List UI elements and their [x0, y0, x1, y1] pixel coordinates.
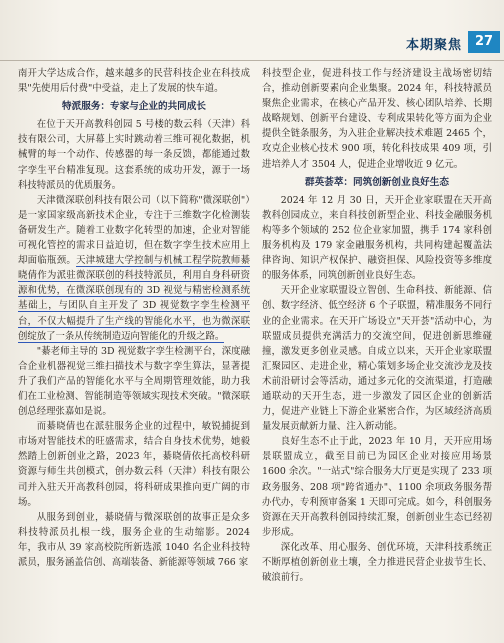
left-column [18, 66, 250, 570]
paragraph: 2024 年 12 月 30 日，天开企业家联盟在天开高教科创园成立，来自科技创新型企业、科技金融服务机构等多个领域的 252 位企业家加盟，携手 174 家科创服务机构及 179 家金融服务机构，共同构建起覆盖法律咨询、知识产权保护、融资担保、风险投资等多维度的服务体系，同筑创新创业良好生态。 [262, 194, 492, 282]
right-column [262, 66, 492, 585]
paragraph: 天开企业家联盟设立智创、生命科技、新能源、信创、数字经济、低空经济 6 个子联盟，精准服务不同行业的企业需求。在天开广场设立"天开荟"活动中心，为联盟成员提供充满活力的交流空间，促进创新思维碰撞，激发更多创业灵感。自成立以来，天开企业家联盟汇聚园区、走进企业，精心策划多场企业交流沙龙及技术前沿研讨会等活动，通过多元化的交流渠道，打造融通联动的天开生态，进一步激发了园区企业的创新活力，促进产业链上下游企业紧密合作，为区域经济高质量发展贡献新力量、注入新动能。 [262, 285, 492, 433]
paragraph: 南开大学达成合作，越来越多的民营科技企业在科技成果"先使用后付费"中受益，走上了发展的快车道。 [18, 68, 250, 95]
paragraph: 在位于天开高教科创园 5 号楼的数云科（天津）科技有限公司，大屏幕上实时跳动着三维可视化数据，机械臂的每一个动作、传感器的每一条反馈，都能通过数字孪生平台精准复现。这套系统的成功开发，源于一场科技特派员的优质服务。 [18, 119, 250, 191]
paragraph: "綦老师主导的 3D 视觉数字孪生检测平台，深度融合企业机器视觉三维扫描技术与数字孪生算法，显著提升了我们产品的智能化水平与全周期管理效能，助力我们在工业检测、智能制造等领域实现技术突破。"微深联创总经理张嘉如是说。 [18, 345, 250, 418]
paragraph: 从服务到创业，綦晓倩与微深联创的故事正是众多科技特派员扎根一线，服务企业的生动缩影。2024 年，我市从 39 家高校院所新选派 1040 名企业科技特派员，服务涵盖信创、高端装备、新能源等领域 766 家 [18, 511, 250, 568]
subheading: 群英荟萃：同筑创新创业良好生态 [305, 176, 449, 188]
paragraph: 科技型企业，促进科技工作与经济建设主战场密切结合，推动创新要素向企业集聚。2024 年，科技特派员聚焦企业需求，在核心产品开发、核心团队培养、长期战略规划、创新平台建设、专利成果转化等方面为企业提供全链条服务，为入驻企业解决技术难题 2465 个，攻克企业核心技术 900 项，转化科技成果 409 项，引进培养人才 3504 人，促进企业增收近 9 亿元。 [262, 68, 492, 170]
paragraph [18, 193, 250, 344]
section-title: 本期聚焦 [405, 38, 462, 53]
page-number: 27 [468, 31, 500, 53]
paragraph: 深化改革、用心服务、创优环境，天津科技系统正不断厚植创新创业土壤，全力推进民营企业拔节生长、破浪前行。 [262, 541, 492, 584]
header-rule [0, 60, 504, 61]
paragraph: 良好生态不止于此，2023 年 10 月，天开应用场景联盟成立，截至目前已为园区企业对接应用场景 1600 余次。"一站式"综合服务大厅更是实现了 233 项政务服务、208 项"跨省通办"、1100 余项政务服务帮办代办，专利预审备案 1 天即可完成。如今，科创服务资源在天开高教科创园持续汇聚，创新创业生态已经初步形成。 [262, 436, 492, 538]
subheading: 特派服务：专家与企业的共同成长 [62, 101, 206, 113]
highlighted-passage: 天津城建大学控制与机械工程学院教师綦晓倩作为派驻微深联创的科技特派员，利用自身科研资源和优势，在微深联创现有的 3D 视觉与精密检测系统基础上，与团队自主开发了 3D 视觉数字孪生检测平台，不仅大幅提升了生产线的智能化水平，也为微深联创绽放了一条从传统制造迈向智能化的升级之路。 [18, 255, 250, 342]
paragraph-text: 天津微深联创科技有限公司（以下简称"微深联创"）是一家国家级高新技术企业，专注于三维数字化检测装备研发生产。随着工业数字化转型的加速，企业对智能可视化管控的需求日益迫切，但在数字孪生技术应用上却面临瓶颈。 [18, 194, 250, 267]
page-header [0, 34, 504, 56]
paragraph: 而綦晓倩也在派驻服务企业的过程中，敏锐捕捉到市场对智能技术的旺盛需求，结合自身技术优势，她毅然踏上创新创业之路，2023 年，綦晓倩依托高校科研资源与师生共创模式，创办数云科（天津）科技有限公司并入驻天开高教科创园，将科研成果推向更广阔的市场。 [18, 421, 250, 508]
